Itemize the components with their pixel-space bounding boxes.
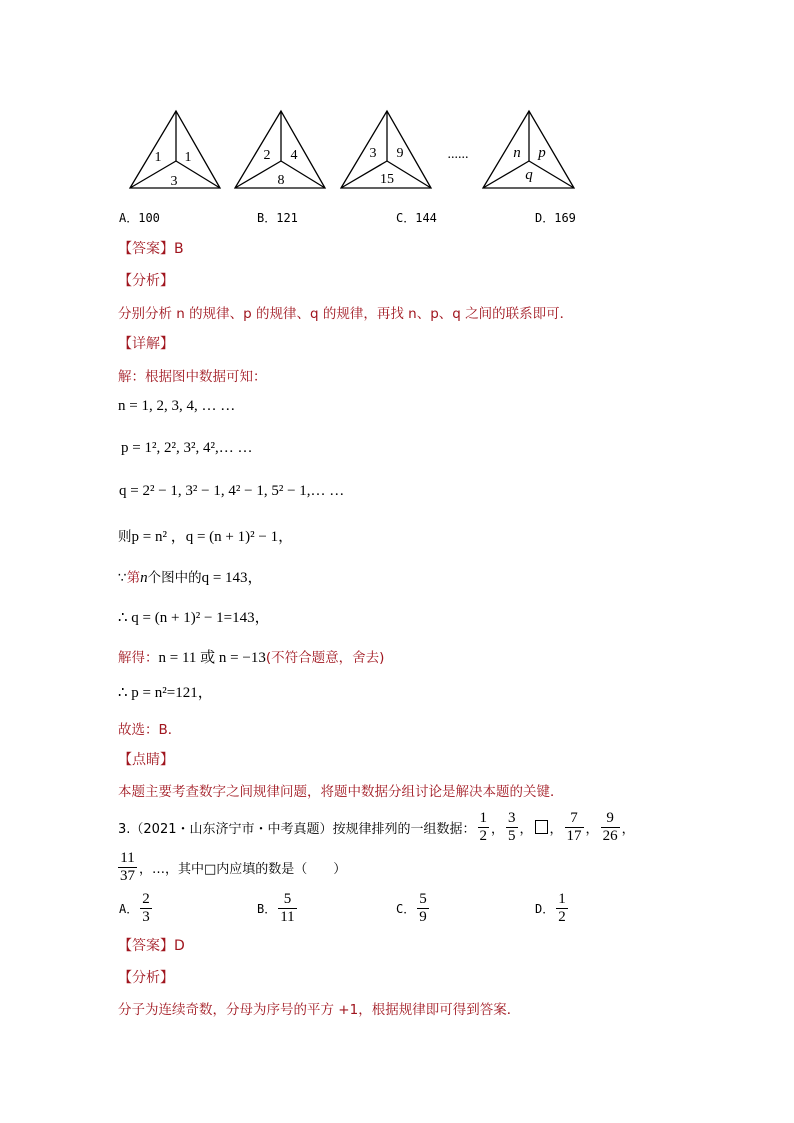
q3-stem-end: ，…，其中□内应填的数是（ ） [139,861,347,877]
t3-right: 9 [396,146,404,161]
fraction-denominator: 26 [602,827,618,844]
q2-detail-intro: 解：根据图中数据可知： [118,369,267,385]
fraction-numerator: 9 [606,809,614,826]
q3-option-a [119,888,154,928]
t4-bottom: q [525,167,533,183]
fraction-denominator: 37 [120,867,135,884]
fraction-denominator: 2 [558,908,566,925]
fraction-numerator: 11 [120,849,135,866]
q2-comment-heading: 【点睛】 [118,752,174,768]
q2-line-q: q = 2² − 1, 3² − 1, 4² − 1, 5² − 1,… … [119,483,345,499]
t2-right: 4 [290,148,298,163]
q3-fraction-1 [478,810,490,845]
option-fraction [556,891,568,926]
option-letter: B． [257,901,277,916]
q2-option-a: A．100 [119,211,160,225]
q2-line-n: n = 1, 2, 3, 4, … … [118,398,236,414]
t2-left: 2 [263,148,271,163]
line-p-lhs: p = [121,440,145,456]
q3-stem-line-2 [118,847,346,887]
q3-stem: 3.（2021・山东济宁市・中考真题）按规律排列的一组数据： $\frac{1}{2}$ ， $\frac{3}{5}$ ， ， $\frac{7}{17}$ ， $\frac{9}{26}$ ， [118,809,635,844]
q2-choose: 故选：B． [118,722,182,738]
then-word: 则 [118,529,132,545]
q3-option-d [535,888,570,928]
q2-analysis-text: 分别分析 n 的规律、p 的规律、q 的规律，再找 n、p、q 之间的联系即可． [118,306,574,322]
blank-box-icon [535,820,548,834]
fraction-numerator: 3 [508,809,516,826]
fraction-denominator: 11 [280,908,295,925]
q3-stem-text: 3.（2021・山东济宁市・中考真题）按规律排列的一组数据： [118,821,476,837]
q2-comment-text: 本题主要考查数字之间规律问题，将题中数据分组讨论是解决本题的关键． [118,784,564,800]
q2-line-solve [118,646,384,667]
because-eq: q = 143， [201,570,263,586]
q3-fraction-5 [118,850,137,885]
t4-left: n [513,145,521,161]
fraction-numerator: 7 [570,809,578,826]
fraction-numerator: 1 [558,890,566,907]
q2-line-therefore-1: ∴ q = (n + 1)² − 1=143， [118,610,270,626]
fraction-denominator: 2 [479,827,487,844]
q2-option-c: C．144 [396,211,437,225]
q2-line-p [121,440,252,457]
q3-answer [118,935,185,955]
ellipsis: ...... [447,147,469,162]
q2-line-therefore-2: ∴ p = n²=121， [118,685,213,701]
q2-option-d: D．169 [535,211,576,225]
q3-analysis-text: 分子为连续奇数，分母为序号的平方 +1，根据规律即可得到答案． [118,1002,521,1018]
then-formula: p = n² ，q = (n + 1)² − 1， [131,529,294,545]
t1-right: 1 [184,150,192,165]
t1-bottom: 3 [170,174,178,189]
answer-value: B [174,241,184,257]
q3-fraction-4 [601,810,620,845]
option-fraction [278,891,296,926]
fraction-numerator: 5 [283,890,292,907]
option-letter: C． [396,901,416,916]
q2-detail-heading: 【详解】 [118,336,174,352]
q3-analysis-heading: 【分析】 [118,970,174,986]
because-symbol: ∵ [118,570,127,586]
option-fraction [417,891,429,926]
solve-formula: n = 11 或 n = −13 [158,650,266,666]
triangle-figure [0,0,794,200]
t3-left: 3 [369,146,377,161]
q2-analysis-heading: 【分析】 [118,273,174,289]
q3-fraction-2 [506,810,518,845]
q2-line-then [118,525,293,546]
answer-heading: 【答案】 [118,241,174,257]
fraction-denominator: 17 [566,827,582,844]
fraction-denominator: 3 [142,908,150,925]
solve-word: 解得： [118,650,159,666]
option-letter: A． [119,901,139,916]
fraction-denominator: 5 [508,827,516,844]
q2-answer [118,238,184,258]
solve-note: (不符合题意，舍去) [265,650,385,666]
fraction-numerator: 1 [479,809,487,826]
option-fraction [140,891,152,926]
answer-heading: 【答案】 [118,938,174,954]
line-p-values: 1², 2², 3², 4²,… … [144,440,253,456]
q3-fraction-3 [565,810,584,845]
q3-option-b [257,888,299,928]
option-letter: D． [535,901,555,916]
t1-left: 1 [154,150,162,165]
q3-option-c [396,888,431,928]
t4-right: p [538,145,546,161]
fraction-numerator: 2 [142,890,150,907]
q2-line-because [118,566,263,587]
because-n: n [140,570,148,586]
t2-bottom: 8 [277,173,285,188]
answer-value: D [174,938,185,954]
because-mid: 个图中的 [147,570,202,586]
t3-bottom: 15 [380,172,394,187]
fraction-denominator: 9 [419,908,427,925]
fraction-numerator: 5 [419,890,427,907]
q2-option-b: B．121 [257,211,298,225]
because-red-word: 第 [126,570,141,586]
